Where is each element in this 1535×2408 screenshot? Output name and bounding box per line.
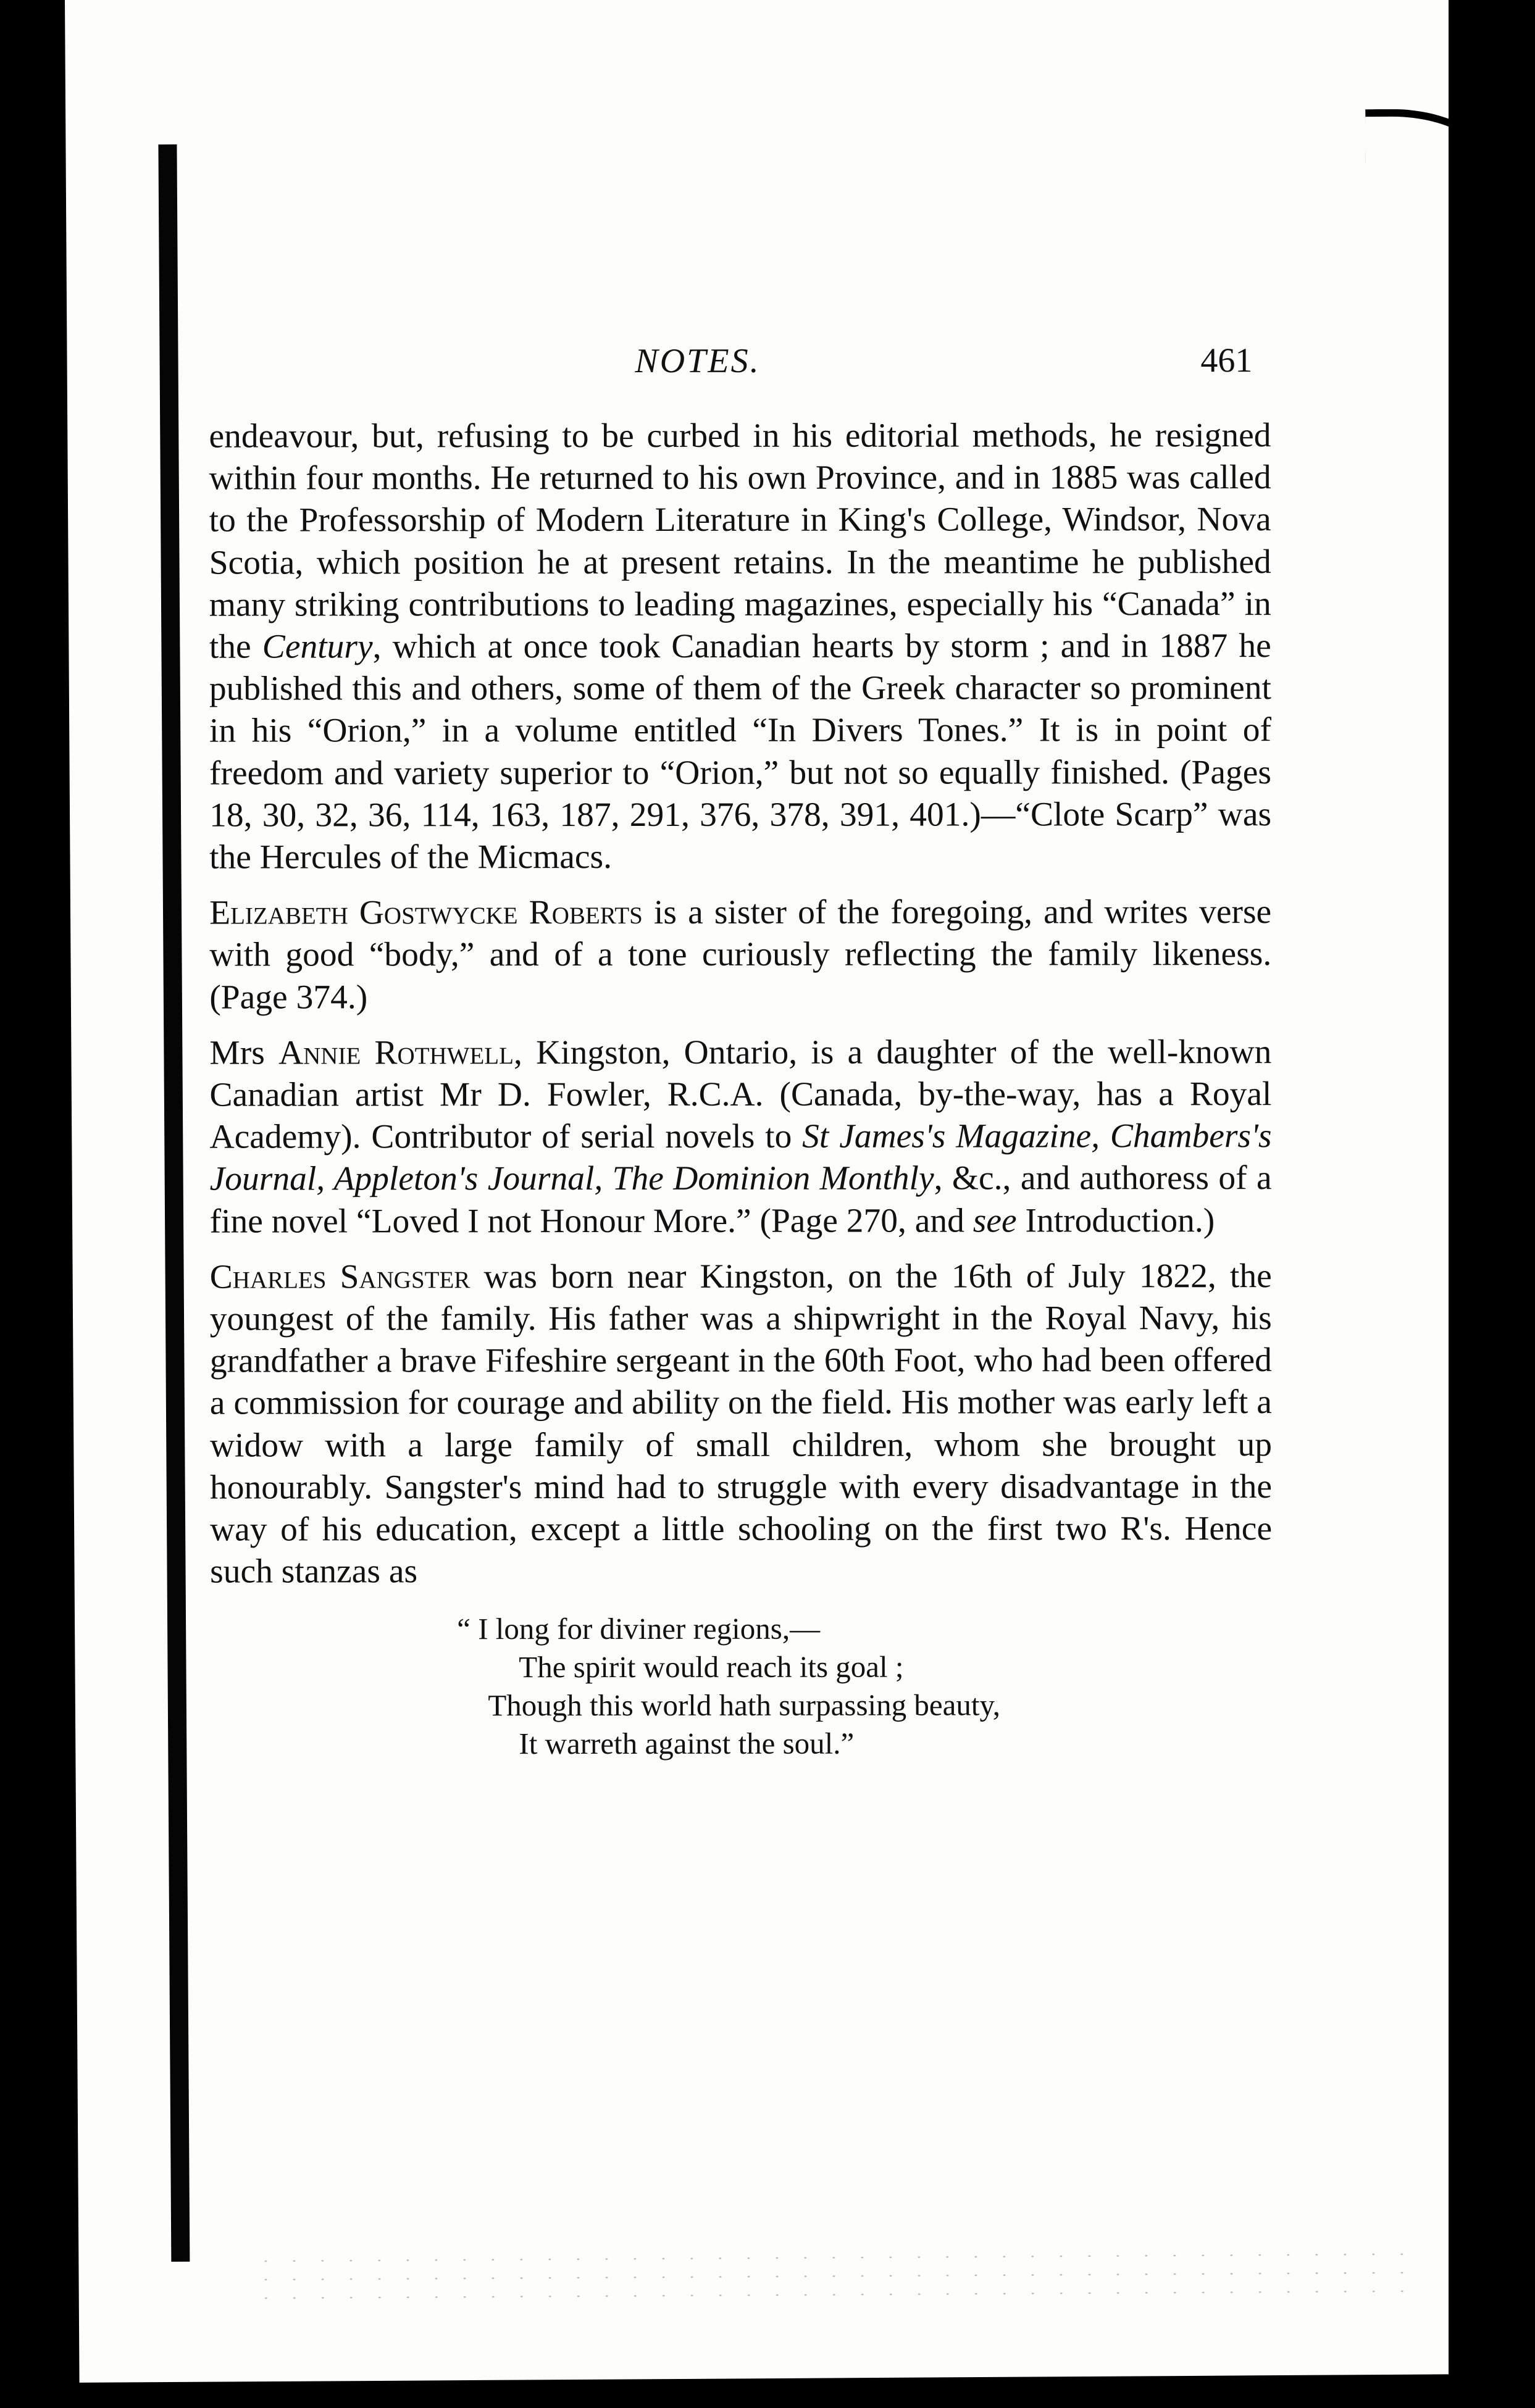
scan-background — [1449, 0, 1535, 2408]
para1-text: endeavour, but, refusing to be curbed in his editorial methods, he resigned within four months. He returned to his own Province, and in 1885 was called to the Professorship of Modern Literature in King's College, Windsor, Nova Scotia, which position he at present retains. In the meantime he published many striking contributions to leading magazines, especially his “Canada” in the — [209, 417, 1271, 666]
paragraph-charles-sangster — [210, 1256, 1272, 1593]
page-number: 461 — [1200, 341, 1253, 380]
page-header — [209, 341, 1271, 398]
verse-quotation — [210, 1610, 1272, 1764]
para1-italic: Century — [262, 628, 373, 666]
book-page — [65, 0, 1481, 2383]
para4-text: was born near Kingston, on the 16th of July 1822, the youngest of the family. His father was a shipwright in the Royal Navy, his grandfather a brave Fifeshire sergeant in the 60th Foot, who had been offered a commission for courage and ability on the field. His mother was early left a widow with a large family of small children, whom she brought up honourably. Sangster's mind had to struggle with every disadvantage in the way of his education, except a little schooling on the first two R's. Hence such stanzas as — [209, 1257, 1273, 1591]
paragraph-elizabeth-roberts — [209, 891, 1271, 1019]
verse-line-4: It warreth against the soul.” — [519, 1727, 855, 1761]
para2-text: is a sister of the foregoing, and writes verse with good “body,” and of a tone curiously reflecting the family likeness. (Page 374.) — [209, 893, 1272, 1017]
para3-text-3: Introduction.) — [1016, 1201, 1215, 1240]
para3-text-2: , &c., and authoress of a fine novel “Loved I not Honour More.” (Page 270, and — [209, 1159, 1272, 1241]
verse-line-3: Though this world hath surpassing beauty, — [488, 1688, 1001, 1723]
para3-italic-see: see — [972, 1202, 1017, 1240]
para3-italic: St James's Magazine, Chambers's Journal, Appleton's Journal, The Dominion Monthly — [209, 1117, 1272, 1199]
verse-line-1: “ I long for diviner regions,— — [457, 1612, 821, 1646]
scan-noise — [251, 2245, 1424, 2302]
page-content — [209, 341, 1272, 1764]
entry-name: Charles Sangster — [209, 1258, 471, 1296]
verse-line-2: The spirit would reach its goal ; — [519, 1650, 904, 1685]
paragraph-roberts-continued — [209, 415, 1271, 879]
running-head: NOTES. — [635, 341, 761, 380]
para3-prefix: Mrs — [209, 1034, 279, 1072]
entry-name: Elizabeth Gostwycke Roberts — [209, 894, 643, 932]
paragraph-annie-rothwell — [209, 1031, 1271, 1243]
para1-text-2: , which at once took Canadian hearts by storm ; and in 1887 he published this and others, some of them of the Greek character so prominent in his “Orion,” in a volume entitled “In Divers Tones.” It is in point of freedom and variety superior to “Orion,” but not so equally finished. (Pages 18, 30, 32, 36, 114, 163, 187, 291, 376, 378, 391, 401.)—“Clote Scarp” was the Hercules of the Micmacs. — [209, 627, 1272, 877]
entry-name: Annie Rothwell — [278, 1033, 514, 1072]
scan-binding-shadow — [158, 144, 190, 2262]
para3-text: , Kingston, Ontario, is a daughter of the well-known Canadian artist Mr D. Fowler, R.C.A. (Canada, by-the-way, has a Royal Academy). Contributor of serial novels to — [209, 1033, 1272, 1156]
